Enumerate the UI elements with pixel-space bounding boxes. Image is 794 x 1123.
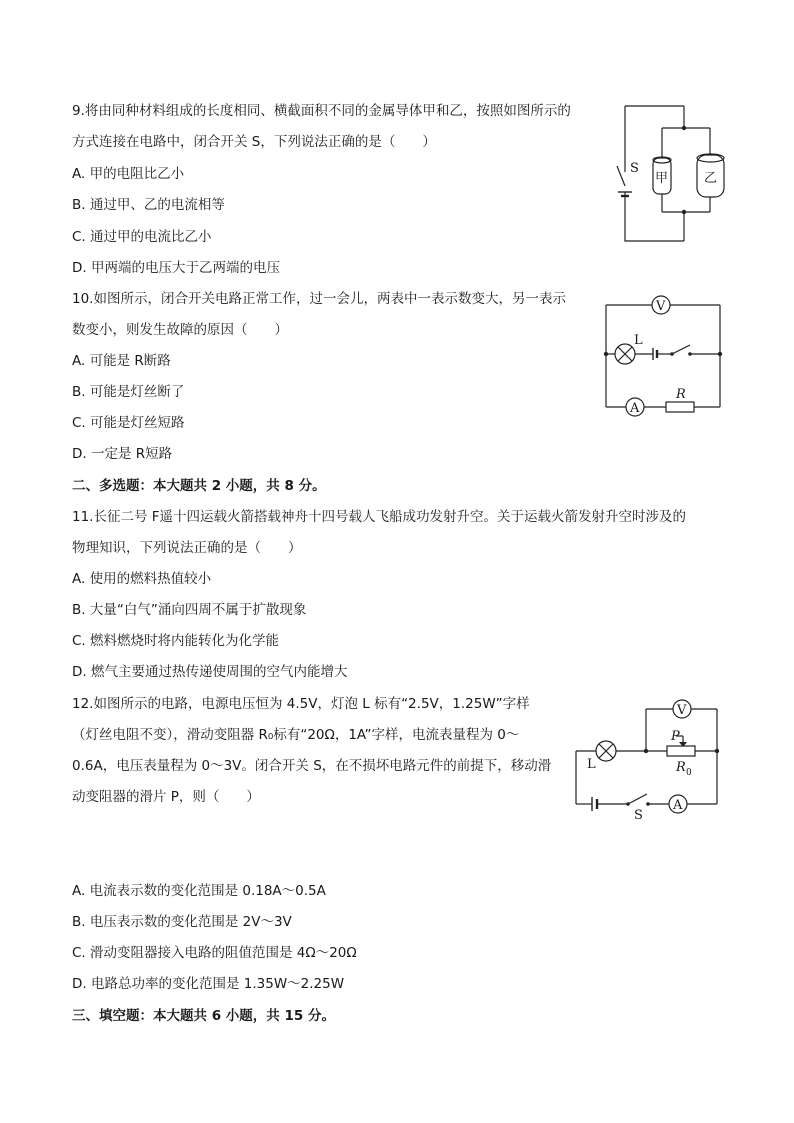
q10-lamp-label: L [634,333,643,348]
q9-conductor-b-label: 乙 [704,171,718,186]
q9-option-c: C. 通过甲的电流比乙小 [72,229,212,245]
q10-junction-right [718,352,722,356]
q12-option-c: C. 滑动变阻器接入电路的阻值范围是 4Ω～20Ω [72,945,357,961]
q10-switch-contact [688,352,692,356]
q9-stem-line-2: 方式连接在电路中，闭合开关 S，下列说法正确的是（ ） [72,134,436,150]
q12-rheostat-subscript: 0 [686,768,692,778]
q9-switch-label: S [630,161,639,176]
q12-ammeter-label: A [673,798,683,813]
q10-option-c: C. 可能是灯丝短路 [72,415,185,431]
q12-junction-left [644,749,648,753]
q10-switch-pivot [670,352,674,356]
section-3-heading: 三、填空题：本大题共 6 小题，共 15 分。 [72,1008,335,1024]
q10-stem-line-1: 10.如图所示，闭合开关电路正常工作，过一会儿，两表中一表示数变大，另一表示 [72,291,566,307]
q10-resistor-label: R [676,387,686,402]
q10-circuit-figure [598,290,728,422]
q11-stem-line-1: 11.长征二号 F遥十四运载火箭搭载神舟十四号载人飞船成功发射升空。关于运载火箭发射升空时涉及的 [72,509,687,525]
q10-option-a: A. 可能是 R断路 [72,353,171,369]
q9-junction-top [682,126,686,130]
section-2-heading: 二、多选题：本大题共 2 小题，共 8 分。 [72,478,326,494]
q11-option-c: C. 燃料燃烧时将内能转化为化学能 [72,633,280,649]
q11-stem-line-2: 物理知识，下列说法正确的是（ ） [72,540,302,556]
q9-conductor-a-label: 甲 [655,171,669,186]
q12-switch-label: S [634,808,643,823]
q12-rheostat-label: R [676,760,686,775]
q9-stem-line-1: 9.将由同种材料组成的长度相同、横截面积不同的金属导体甲和乙，按照如图所示的 [72,103,571,119]
q12-switch-pivot [626,802,630,806]
q12-stem-line-1: 12.如图所示的电路，电源电压恒为 4.5V，灯泡 L 标有“2.5V，1.25W”字样 [72,696,530,712]
q12-stem-line-3: 0.6A，电压表量程为 0～3V。闭合开关 S，在不损坏电路元件的前提下，移动滑 [72,758,552,774]
q10-ammeter-label: A [630,401,640,416]
q12-slider-label: P [671,729,680,744]
q12-lamp-label: L [587,757,596,772]
q12-stem-line-2: （灯丝电阻不变），滑动变阻器 R₀标有“20Ω，1A”字样，电流表量程为 0～ [72,727,520,743]
q9-circuit-figure [600,100,730,250]
q10-option-b: B. 可能是灯丝断了 [72,384,185,400]
q9-option-b: B. 通过甲、乙的电流相等 [72,197,225,213]
q12-option-b: B. 电压表示数的变化范围是 2V～3V [72,914,292,930]
q9-option-d: D. 甲两端的电压大于乙两端的电压 [72,260,280,276]
q9-junction-bottom [682,210,686,214]
q10-junction-left [604,352,608,356]
q10-option-d: D. 一定是 R短路 [72,446,173,462]
q10-voltmeter-label: V [656,299,666,314]
q12-stem-line-4: 动变阻器的滑片 P，则（ ） [72,789,260,805]
q10-stem-line-2: 数变小，则发生故障的原因（ ） [72,322,288,338]
q12-circuit-figure [570,698,725,823]
q12-junction-right [715,749,719,753]
q11-option-b: B. 大量“白气”涌向四周不属于扩散现象 [72,602,307,618]
q12-option-d: D. 电路总功率的变化范围是 1.35W～2.25W [72,976,345,992]
q11-option-d: D. 燃气主要通过热传递使周围的空气内能增大 [72,664,348,680]
q12-switch-contact [646,802,650,806]
q9-option-a: A. 甲的电阻比乙小 [72,166,185,182]
q11-option-a: A. 使用的燃料热值较小 [72,571,212,587]
q12-voltmeter-label: V [677,703,687,718]
q12-option-a: A. 电流表示数的变化范围是 0.18A～0.5A [72,883,326,899]
